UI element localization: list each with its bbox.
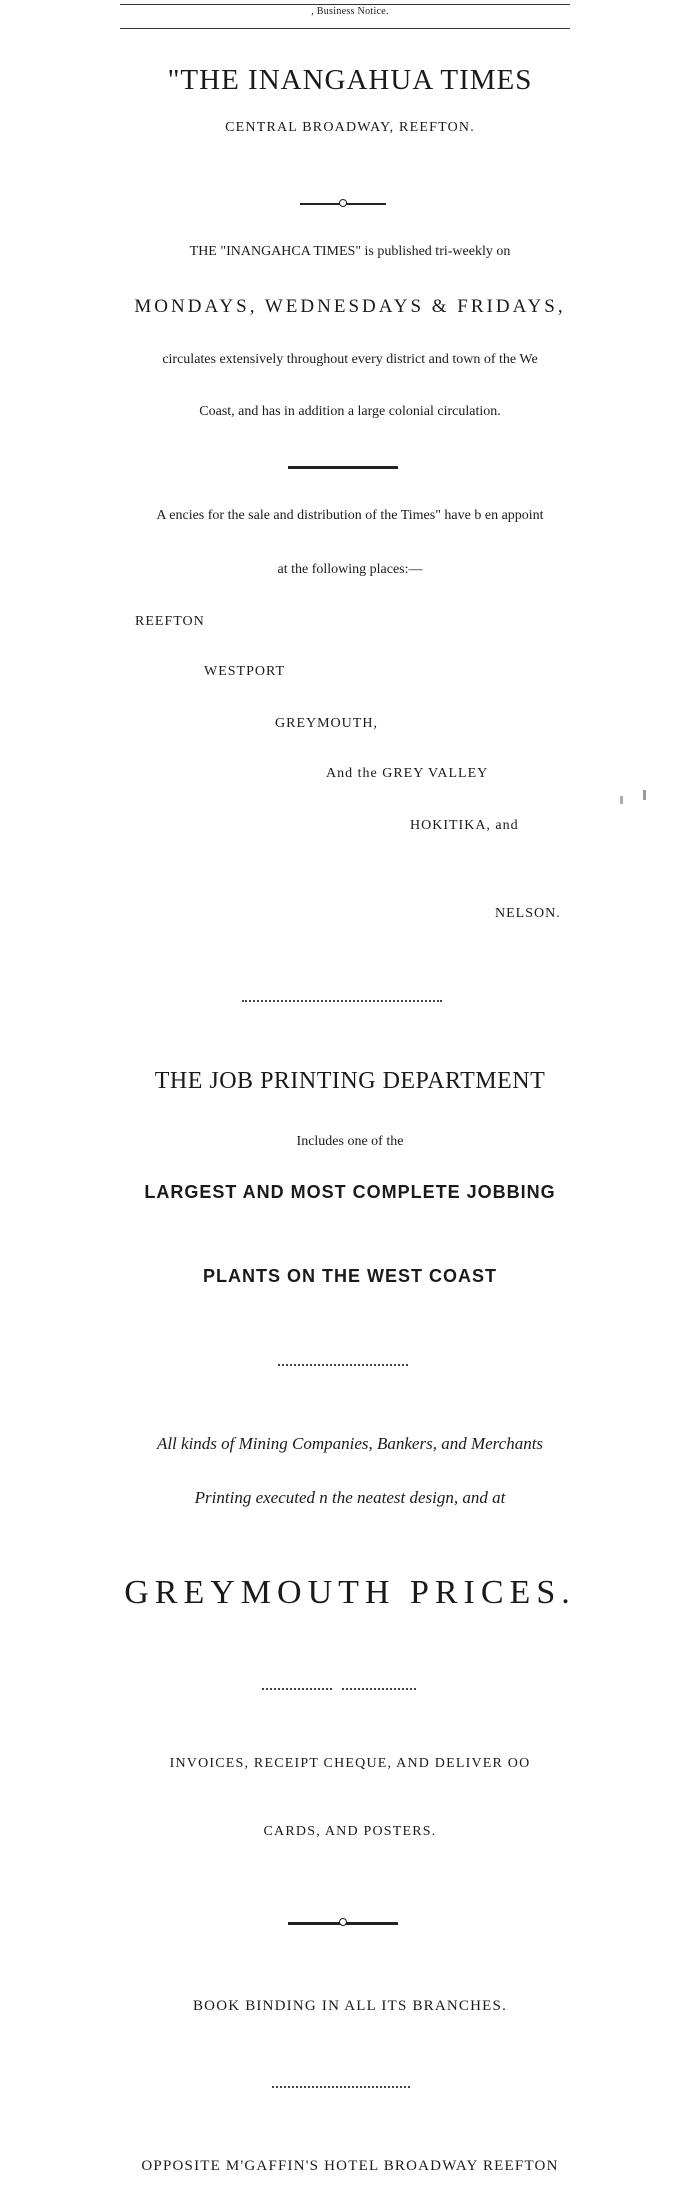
job-printing-heading: THE JOB PRINTING DEPARTMENT: [154, 1068, 546, 1094]
wavy-divider-2: [278, 1364, 408, 1366]
business-notice-label: , Business Notice.: [311, 6, 389, 17]
place-greymouth: GREYMOUTH,: [275, 716, 378, 731]
wavy-divider-3b: [342, 1688, 416, 1690]
publication-line-1: THE "INANGAHCA TIMES" is published tri-weekly on: [189, 244, 511, 259]
agencies-line-1: A encies for the sale and distribution of the Times" have b en appoint: [156, 508, 544, 523]
place-hokitika: HOKITIKA, and: [410, 818, 519, 833]
masthead-title: "THE INANGAHUA TIMES: [167, 64, 533, 96]
items-line-2: CARDS, AND POSTERS.: [263, 1824, 437, 1839]
top-rule-upper: [120, 4, 570, 5]
items-line-1: INVOICES, RECEIPT CHEQUE, AND DELIVER OO: [169, 1756, 531, 1771]
place-grey-valley: And the GREY VALLEY: [326, 766, 489, 781]
ornament-dot-2: [339, 1918, 347, 1926]
kinds-line-2: Printing executed n the neatest design, and at: [194, 1488, 506, 1507]
publication-line-4: Coast, and has in addition a large colonial circulation.: [199, 404, 501, 419]
ornament-dot-1: [339, 199, 347, 207]
publication-days: MONDAYS, WEDNESDAYS & FRIDAYS,: [134, 296, 566, 317]
job-printing-bold-2: PLANTS ON THE WEST COAST: [203, 1266, 497, 1286]
margin-speck: [643, 790, 646, 800]
job-printing-bold-1: LARGEST AND MOST COMPLETE JOBBING: [144, 1182, 556, 1202]
job-printing-sub: Includes one of the: [296, 1134, 404, 1149]
place-westport: WESTPORT: [204, 664, 286, 679]
wavy-divider-1: [242, 1000, 442, 1002]
wavy-divider-3a: [262, 1688, 332, 1690]
margin-speck: [620, 796, 623, 804]
agencies-line-2: at the following places:—: [277, 562, 423, 577]
masthead-address: CENTRAL BROADWAY, REEFTON.: [225, 120, 475, 135]
place-reefton: REEFTON: [135, 614, 205, 629]
book-binding-line: BOOK BINDING IN ALL ITS BRANCHES.: [192, 1998, 508, 2014]
place-nelson: NELSON.: [495, 906, 561, 921]
wavy-divider-4: [272, 2086, 410, 2088]
greymouth-prices: GREYMOUTH PRICES.: [124, 1574, 576, 1611]
publication-line-3: circulates extensively throughout every district and town of the We: [162, 352, 538, 367]
divider-thick-1: [288, 466, 398, 469]
footer-address: OPPOSITE M'GAFFIN'S HOTEL BROADWAY REEFTON: [141, 2158, 559, 2174]
kinds-line-1: All kinds of Mining Companies, Bankers, and Merchants: [156, 1434, 544, 1453]
top-rule-lower: [120, 28, 570, 29]
